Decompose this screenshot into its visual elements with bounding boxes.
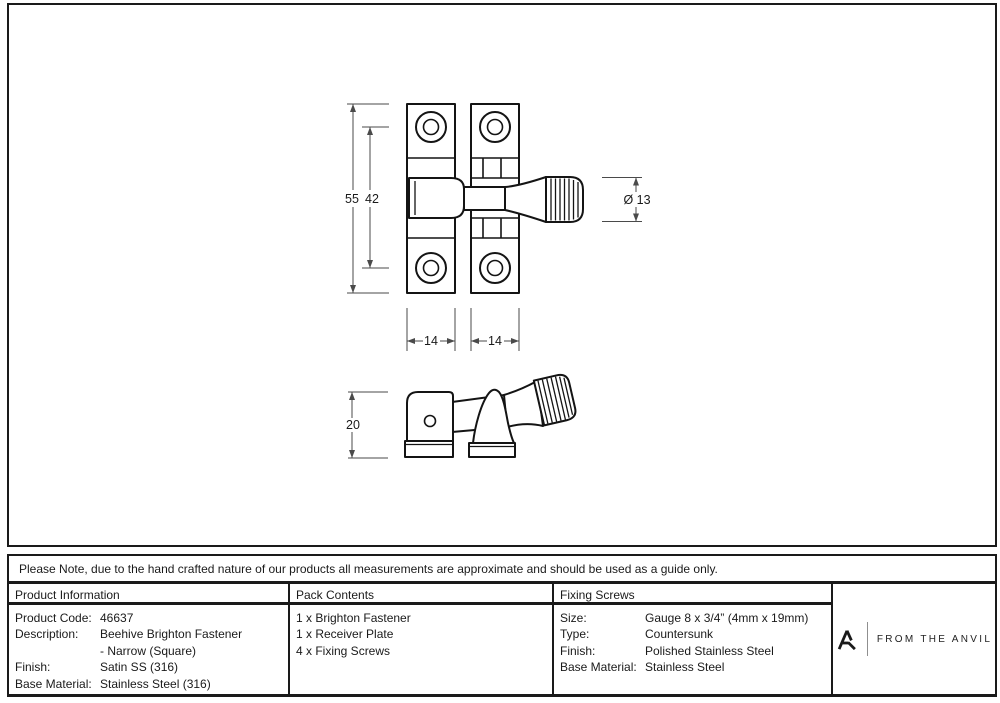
table-row [560,626,831,642]
latch-slider [409,178,464,218]
dimension-knob-diameter [602,178,653,222]
row-value: Stainless Steel (316) [100,676,211,691]
row-value: Satin SS (316) [100,660,179,675]
from-the-anvil-logo-icon [836,629,858,650]
table-row [15,626,288,642]
note-bar [7,554,997,583]
list-item: 4 x Fixing Screws [296,643,391,658]
row-value: Countersunk [645,627,714,642]
row-label: Finish: [560,643,596,658]
dimension-55-42 [339,104,389,293]
fastener-body-base [405,441,453,457]
latch-arm [464,187,505,210]
table-row [560,643,831,659]
fixing-screws-header: Fixing Screws [554,584,831,605]
technical-drawing-panel [7,3,997,547]
fastener-technical-drawing [9,5,995,545]
row-label: Base Material: [15,676,92,691]
fixing-screws-body [554,605,831,676]
table-row [15,676,288,692]
info-table [7,582,997,697]
brand-wordmark: FROM THE ANVIL [876,633,993,645]
side-view [342,373,577,458]
row-label: Product Code: [15,611,92,625]
dim-hole-spacing-label: 42 [365,192,379,206]
product-information-header: Product Information [9,584,288,605]
row-label: Size: [560,611,587,625]
table-row [560,610,831,626]
row-label: Finish: [15,660,51,675]
dimension-plate-widths [407,308,519,351]
pack-contents-body [290,605,552,659]
row-label [15,643,100,659]
note-text: Please Note, due to the hand crafted nature of our products all measurements are approximate and should be used as a guide only. [19,561,718,576]
row-label: Type: [560,627,590,642]
row-label: Description: [15,627,79,642]
table-row [15,610,288,626]
dim-left-plate-width-label: 14 [424,334,438,348]
row-value: - Narrow (Square) [100,643,197,658]
row-value: Beehive Brighton Fastener [100,627,243,642]
dim-knob-diameter-label: Ø 13 [623,193,651,207]
dim-right-plate-width-label: 14 [488,334,502,348]
list-item: 1 x Receiver Plate [296,627,394,642]
row-value: Stainless Steel [645,660,725,675]
list-item: 1 x Brighton Fastener [296,611,411,625]
logo-divider [867,622,868,656]
product-information-column [9,584,290,694]
product-information-body [9,605,288,692]
knob-ribs [551,179,578,221]
row-value: Gauge 8 x 3/4” (4mm x 19mm) [645,611,809,625]
row-label: Base Material: [560,660,637,675]
receiver-plate-base [469,443,515,457]
fixing-screws-column [554,584,833,694]
pack-contents-header: Pack Contents [290,584,552,605]
brand-column [833,584,995,694]
dim-depth-label: 20 [346,418,360,432]
pack-contents-column [290,584,554,694]
dimension-depth [342,392,388,458]
front-view [339,104,653,351]
row-value: 46637 [100,611,134,625]
table-row [560,659,831,675]
dim-total-height-label: 55 [345,192,359,206]
fastener-body [407,392,453,441]
row-value: Polished Stainless Steel [645,643,774,658]
table-row [15,643,288,659]
table-row [15,659,288,675]
